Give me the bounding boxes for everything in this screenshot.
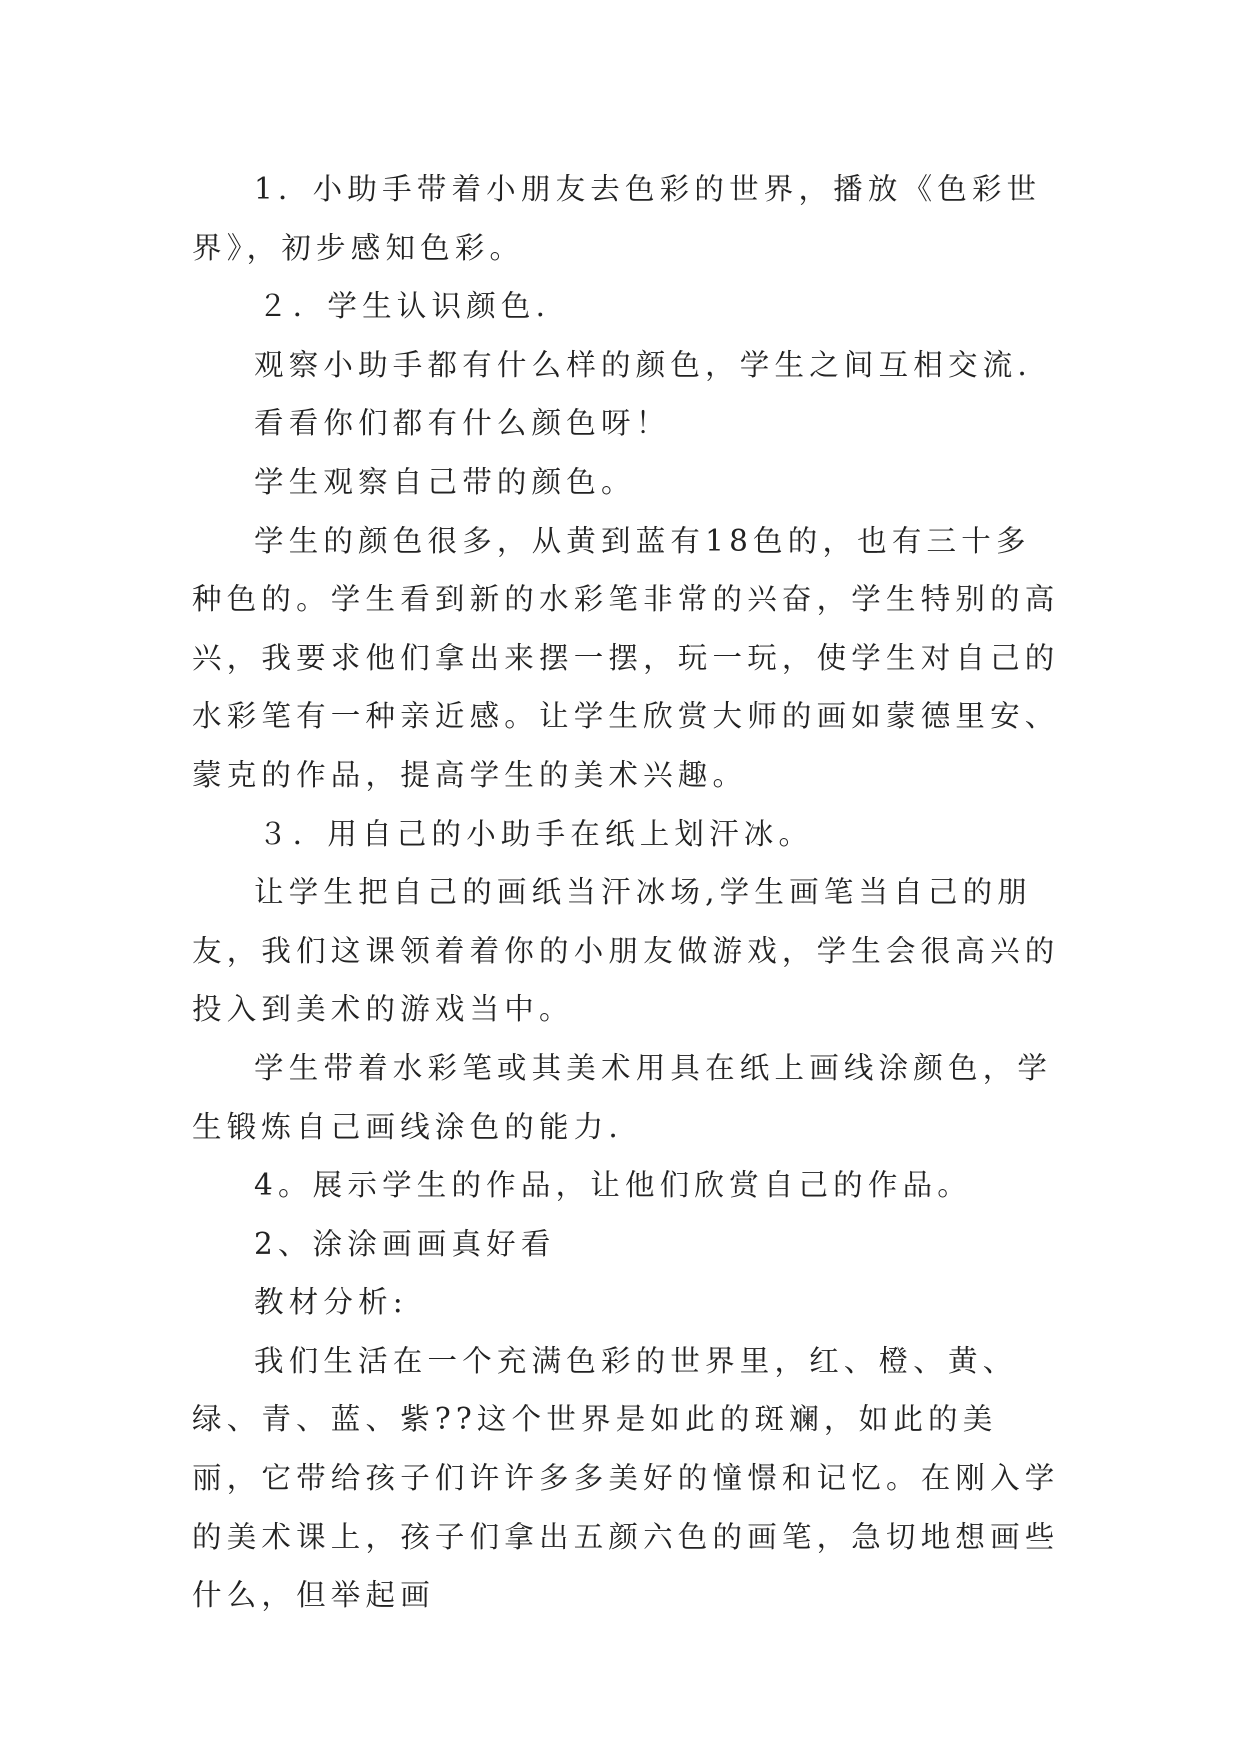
paragraph-step-2: ２．学生认识颜色. (258, 289, 551, 324)
paragraph-skating-game: 让学生把自己的画纸当汗冰场,学生画笔当自己的朋友，我们这课领着着你的小朋友做游戏，学生会很高兴的投入到美术的游戏当中。 (192, 875, 1060, 1027)
paragraph-many-colors: 学生的颜色很多，从黄到蓝有18色的，也有三十多种色的。学生看到新的水彩笔非常的兴奋，学生特别的高兴，我要求他们拿出来摆一摆，玩一玩，使学生对自己的水彩笔有一种亲近感。让学生欣赏大师的画如蒙德里安、蒙克的作品，提高学生的美术兴趣。 (192, 523, 1060, 792)
paragraph-ask-colors: 看看你们都有什么颜色呀！ (254, 406, 671, 441)
paragraph-step-1: 1．小助手带着小朋友去色彩的世界，播放《色彩世界》，初步感知色彩。 (192, 172, 1042, 265)
section-heading: 2、涂涂画画真好看 (254, 1226, 556, 1261)
paragraph-analysis: 我们生活在一个充满色彩的世界里，红、橙、黄、绿、青、蓝、紫??这个世界是如此的斑斓，如此的美丽，它带给孩子们许许多多美好的憧憬和记忆。在刚入学的美术课上，孩子们拿出五颜六色的画笔，急切地想画些什么，但举起画 (192, 1343, 1060, 1613)
subsection-heading: 教材分析: (254, 1285, 408, 1320)
document-body (192, 160, 1062, 1625)
paragraph-step-3: ３．用自己的小助手在纸上划汗冰。 (258, 816, 814, 851)
paragraph-step-4: 4。展示学生的作品，让他们欣赏自己的作品。 (254, 1168, 972, 1203)
paragraph-observe-colors: 观察小助手都有什么样的颜色，学生之间互相交流. (254, 347, 1032, 382)
paragraph-students-observe: 学生观察自己带的颜色。 (254, 464, 636, 499)
paragraph-draw-lines: 学生带着水彩笔或其美术用具在纸上画线涂颜色，学生锻炼自己画线涂色的能力. (192, 1050, 1053, 1144)
